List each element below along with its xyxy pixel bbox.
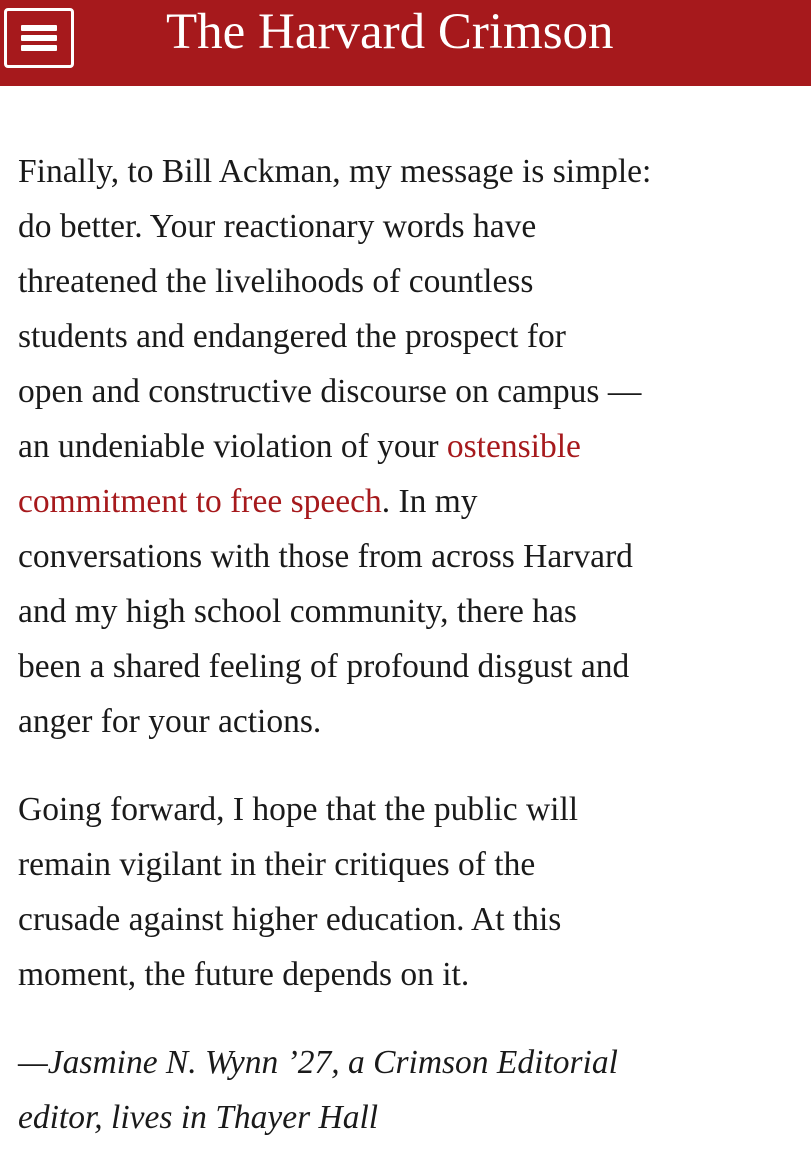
- menu-bar: [21, 45, 57, 51]
- paragraph-line: conversations with those from across Harvard: [18, 538, 633, 575]
- paragraph-text: . In my: [381, 483, 478, 520]
- paragraph-text: an undeniable violation of your: [18, 428, 447, 465]
- site-header: [0, 0, 811, 86]
- paragraph-line: students and endangered the prospect for: [18, 318, 566, 355]
- paragraph-line: crusade against higher education. At this: [18, 901, 562, 938]
- article-paragraph: [18, 782, 808, 1002]
- paragraph-line: Going forward, I hope that the public will: [18, 791, 579, 828]
- paragraph-line: remain vigilant in their critiques of the: [18, 846, 536, 883]
- paragraph-line: Finally, to Bill Ackman, my message is simple:: [18, 153, 652, 190]
- paragraph-line: anger for your actions.: [18, 703, 322, 740]
- paragraph-line: and my high school community, there has: [18, 593, 577, 630]
- byline-line: —Jasmine N. Wynn ’27, a Crimson Editorial: [18, 1044, 618, 1081]
- paragraph-line: moment, the future depends on it.: [18, 956, 470, 993]
- hamburger-menu-icon[interactable]: [4, 8, 74, 68]
- paragraph-line: been a shared feeling of profound disgust and: [18, 648, 630, 685]
- paragraph-line: [18, 474, 808, 529]
- paragraph-line: open and constructive discourse on campus —: [18, 373, 642, 410]
- free-speech-link-part-2[interactable]: commitment to free speech: [18, 483, 382, 520]
- free-speech-link-part-1[interactable]: ostensible: [446, 428, 581, 465]
- article-body: [18, 144, 808, 1145]
- menu-bar: [21, 35, 57, 41]
- paragraph-line: do better. Your reactionary words have: [18, 208, 537, 245]
- paragraph-line: threatened the livelihoods of countless: [18, 263, 534, 300]
- byline-line: editor, lives in Thayer Hall: [18, 1099, 379, 1136]
- site-title[interactable]: The Harvard Crimson: [166, 4, 614, 60]
- paragraph-line: [18, 419, 808, 474]
- article-paragraph: [18, 144, 808, 749]
- author-byline: [18, 1035, 808, 1145]
- menu-bar: [21, 25, 57, 31]
